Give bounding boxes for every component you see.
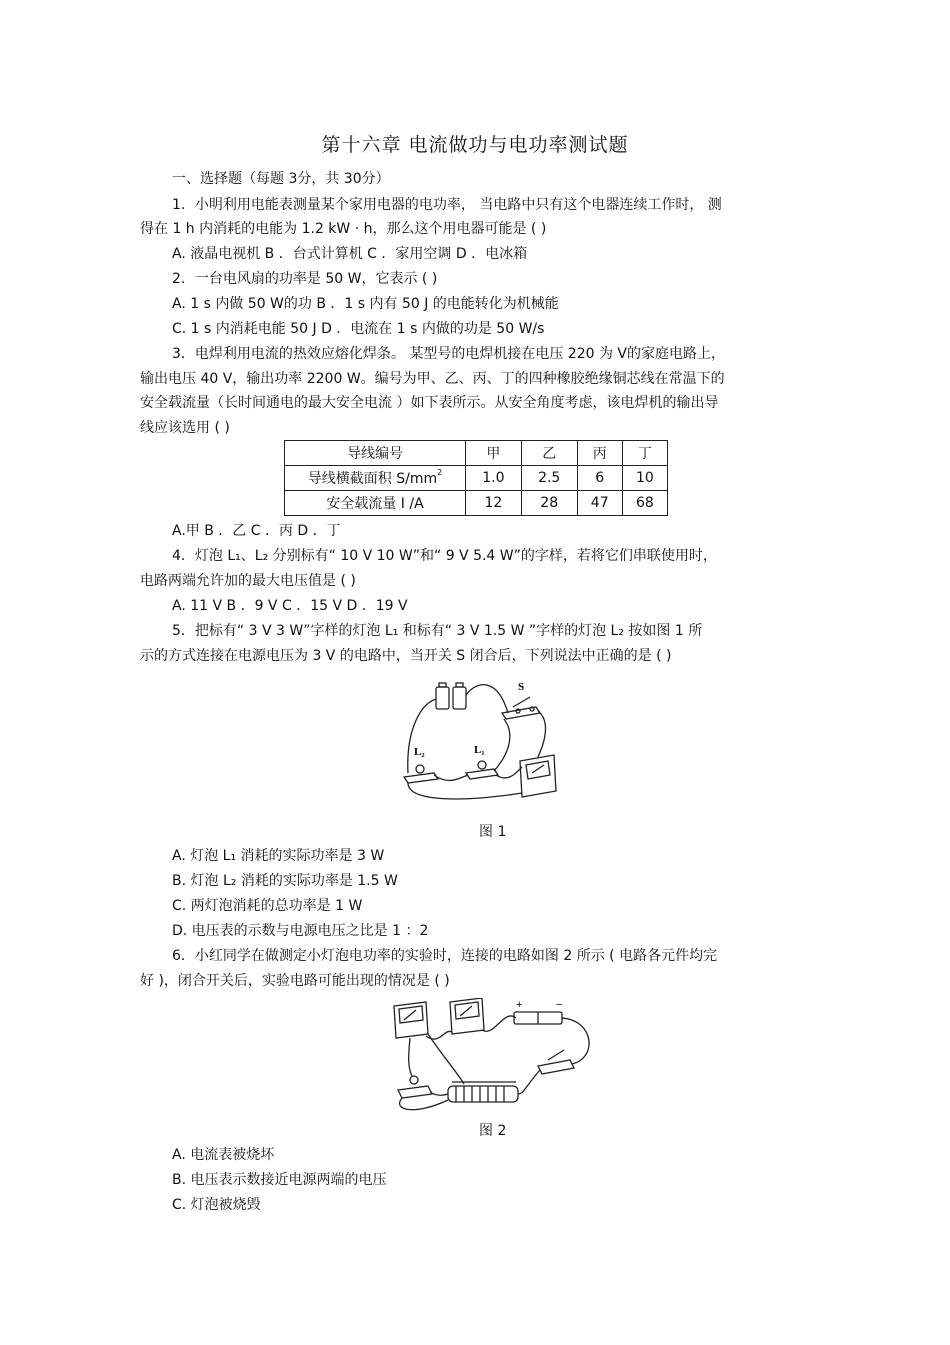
- switch-label: S: [518, 681, 525, 693]
- question-3-line-3: 安全载流量（长时间通电的最大安全电流 ）如下表所示。从安全角度考虑，该电焊机的输出导: [140, 395, 719, 411]
- question-4-line-2: 电路两端允许加的最大电压值是 ( ): [140, 573, 356, 589]
- table-cell: 12: [466, 491, 522, 516]
- question-6-option-c: C. 灯泡被烧毁: [172, 1197, 261, 1213]
- question-4-options: A. 11 V B ．9 V C ．15 V D ．19 V: [172, 598, 408, 614]
- question-2-option-ab: A. 1 s 内做 50 W的功 B ．1 s 内有 50 J 的电能转化为机械能: [172, 296, 559, 312]
- question-2-option-cd: C. 1 s 内消耗电能 50 J D ．电流在 1 s 内做的功是 50 W/s: [172, 321, 545, 337]
- question-1-line-1: 1．小明利用电能表测量某个家用电器的电功率， 当电路中只有这个电器连续工作时， 测: [172, 197, 722, 213]
- lamp-l1-label: L₁: [474, 744, 485, 756]
- question-3-line-1: 3．电焊利用电流的热效应熔化焊条。 某型号的电焊机接在电压 220 为 V的家庭电路上，: [172, 346, 726, 362]
- table-row: [285, 441, 668, 466]
- table-header-cell: 甲: [466, 441, 522, 466]
- table-header-cell: 导线编号: [285, 441, 466, 466]
- table-row: [285, 466, 668, 491]
- table-header-cell: 丁: [622, 441, 667, 466]
- superscript: 2: [437, 468, 443, 477]
- question-2: 2．一台电风扇的功率是 50 W，它表示 ( ): [172, 271, 438, 287]
- table-cell: 2.5: [521, 466, 577, 491]
- table-cell: 28: [521, 491, 577, 516]
- figure-1-caption: 图 1: [479, 824, 507, 840]
- question-6-line-1: 6．小红同学在做测定小灯泡电功率的实验时，连接的电路如图 2 所示 ( 电路各元件均完: [172, 948, 718, 964]
- question-5-line-1: 5．把标有“ 3 V 3 W”字样的灯泡 L₁ 和标有“ 3 V 1.5 W ”字样的灯泡 L₂ 按如图 1 所: [172, 623, 703, 639]
- question-5-option-b: B. 灯泡 L₂ 消耗的实际功率是 1.5 W: [172, 873, 398, 889]
- table-cell: 6: [577, 466, 622, 491]
- row-label-text: 导线横截面积 S/mm: [307, 471, 438, 487]
- question-6-option-b: B. 电压表示数接近电源两端的电压: [172, 1172, 387, 1188]
- question-1-line-2: 得在 1 h 内消耗的电能为 1.2 kW · h，那么这个用电器可能是 ( ): [140, 221, 547, 237]
- question-3-line-2: 输出电压 40 V，输出功率 2200 W。编号为甲、乙、丙、丁的四种橡胶绝缘铜芯线在常温下的: [140, 371, 725, 387]
- question-6-line-2: 好 )，闭合开关后，实验电路可能出现的情况是 ( ): [140, 973, 450, 989]
- table-row-label: [285, 466, 466, 491]
- table-cell: 47: [577, 491, 622, 516]
- circuit-figure-2: [384, 998, 604, 1118]
- table-cell: 10: [622, 466, 667, 491]
- question-3-options: A.甲 B ．乙 C ．丙 D ．丁: [172, 523, 341, 539]
- question-5-option-d: D. 电压表的示数与电源电压之比是 1 ：2: [172, 923, 429, 939]
- table-row-label: 安全载流量 I /A: [285, 491, 466, 516]
- section-heading: 一、选择题（每题 3分，共 30分）: [172, 171, 390, 187]
- battery-plus-label: +: [516, 999, 523, 1011]
- figure-2-caption: 图 2: [479, 1123, 507, 1139]
- question-1-options: A. 液晶电视机 B ．台式计算机 C ．家用空调 D ．电冰箱: [172, 246, 528, 262]
- question-4-line-1: 4．灯泡 L₁、L₂ 分别标有“ 10 V 10 W”和“ 9 V 5.4 W”的字样，若将它们串联使用时，: [172, 548, 717, 564]
- wire-table: [284, 440, 668, 516]
- circuit-figure-1: [398, 675, 558, 805]
- lamp-l2-label: L₂: [414, 746, 425, 758]
- question-5-line-2: 示的方式连接在电源电压为 3 V 的电路中，当开关 S 闭合后，下列说法中正确的是 ( ): [140, 648, 672, 664]
- question-5-option-c: C. 两灯泡消耗的总功率是 1 W: [172, 898, 363, 914]
- table-cell: 1.0: [466, 466, 522, 491]
- question-6-option-a: A. 电流表被烧坏: [172, 1147, 275, 1163]
- table-header-cell: 乙: [521, 441, 577, 466]
- table-header-cell: 丙: [577, 441, 622, 466]
- battery-minus-label: −: [556, 999, 563, 1011]
- page-title: 第十六章 电流做功与电功率测试题: [321, 134, 629, 156]
- question-5-option-a: A. 灯泡 L₁ 消耗的实际功率是 3 W: [172, 848, 385, 864]
- table-row: [285, 491, 668, 516]
- table-cell: 68: [622, 491, 667, 516]
- question-3-line-4: 线应该选用 ( ): [140, 420, 230, 436]
